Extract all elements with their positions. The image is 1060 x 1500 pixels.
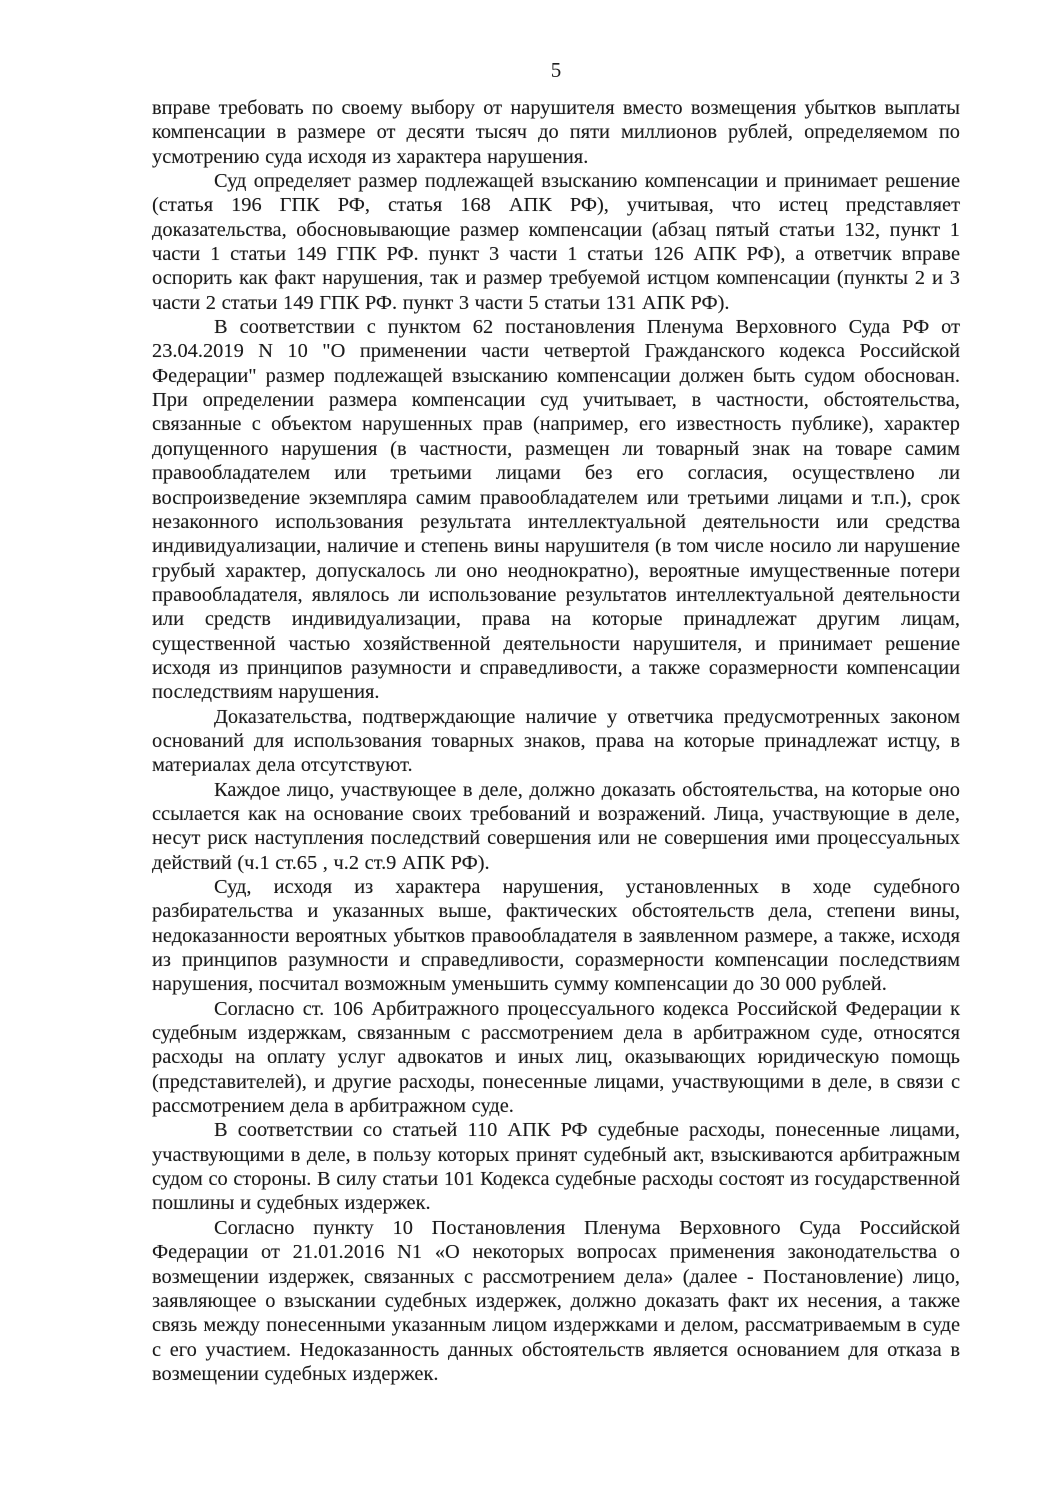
paragraph-5: Каждое лицо, участвующее в деле, должно доказать обстоятельства, на которые оно ссылается как на основание своих требований и возражений. Лица, участвующие в деле, несут риск наступления последствий совершения или не совершения ими процессуальных действий (ч.1 ст.65 , ч.2 ст.9 АПК РФ).: [152, 778, 960, 874]
paragraph-1: вправе требовать по своему выбору от нарушителя вместо возмещения убытков выплаты компенсации в размере от десяти тысяч до пяти миллионов рублей, определяемом по усмотрению суда исходя из характера нарушения.: [152, 97, 960, 168]
page-number: 5: [550, 58, 562, 82]
paragraph-8: В соответствии со статьей 110 АПК РФ судебные расходы, понесенные лицами, участвующими в деле, в пользу которых принят судебный акт, взыскиваются арбитражным судом со стороны. В силу статьи 101 Кодекса судебные расходы состоят из государственной пошлины и судебных издержек.: [152, 1119, 960, 1215]
paragraph-6: Суд, исходя из характера нарушения, установленных в ходе судебного разбирательства и указанных выше, фактических обстоятельств дела, степени вины, недоказанности вероятных убытков правообладателя в заявленном размере, а также, исходя из принципов разумности и справедливости, соразмерности компенсации последствиям нарушения, посчитал возможным уменьшить сумму компенсации до 30 000 рублей.: [152, 876, 960, 996]
paragraph-2: Суд определяет размер подлежащей взысканию компенсации и принимает решение (статья 196 ГПК РФ, статья 168 АПК РФ), учитывая, что истец представляет доказательства, обосновывающие размер компенсации (абзац пятый статьи 132, пункт 1 части 1 статьи 149 ГПК РФ. пункт 3 части 1 статьи 126 АПК РФ), а ответчик вправе оспорить как факт нарушения, так и размер требуемой истцом компенсации (пункты 2 и 3 части 2 статьи 149 ГПК РФ. пункт 3 части 5 статьи 131 АПК РФ).: [152, 170, 960, 314]
paragraph-4: Доказательства, подтверждающие наличие у ответчика предусмотренных законом оснований для использования товарных знаков, права на которые принадлежат истцу, в материалах дела отсутствуют.: [152, 705, 960, 777]
document-body: [152, 96, 960, 1386]
paragraph-7: Согласно ст. 106 Арбитражного процессуального кодекса Российской Федерации к судебным издержкам, связанным с рассмотрением дела в арбитражном суде, относятся расходы на оплату услуг адвокатов и иных лиц, оказывающих юридическую помощь (представителей), и другие расходы, понесенные лицами, участвующими в деле, в связи с рассмотрением дела в арбитражном суде.: [152, 997, 960, 1118]
paragraph-9: Согласно пункту 10 Постановления Пленума Верховного Суда Российской Федерации от 21.01.2016 N1 «О некоторых вопросах применения законодательства о возмещении издержек, связанных с рассмотрением дела» (далее - Постановление) лицо, заявляющее о взыскании судебных издержек, должно доказать факт их несения, а также связь между понесенными указанным лицом издержками и делом, рассматриваемым в суде с его участием. Недоказанность данных обстоятельств является основанием для отказа в возмещении судебных издержек.: [152, 1216, 960, 1385]
paragraph-3: В соответствии с пунктом 62 постановления Пленума Верховного Суда РФ от 23.04.2019 N 10 "О применении части четвертой Гражданского кодекса Российской Федерации" размер подлежащей взысканию компенсации должен быть судом обоснован. При определении размера компенсации суд учитывает, в частности, обстоятельства, связанные с объектом нарушенных прав (например, его известность публике), характер допущенного нарушения (в частности, размещен ли товарный знак на товаре самим правообладателем или третьими лицами без его согласия, осуществлено ли воспроизведение экземпляра самим правообладателем или третьими лицами и т.п.), срок незаконного использования результата интеллектуальной деятельности или средства индивидуализации, наличие и степень вины нарушителя (в том числе носило ли нарушение грубый характер, допускалось ли оно неоднократно), вероятные имущественные потери правообладателя, являлось ли использование результатов интеллектуальной деятельности или средств индивидуализации, права на которые принадлежат другим лицам, существенной частью хозяйственной деятельности нарушителя, и принимает решение исходя из принципов разумности и справедливости, а также соразмерности компенсации последствиям нарушения.: [152, 316, 960, 704]
